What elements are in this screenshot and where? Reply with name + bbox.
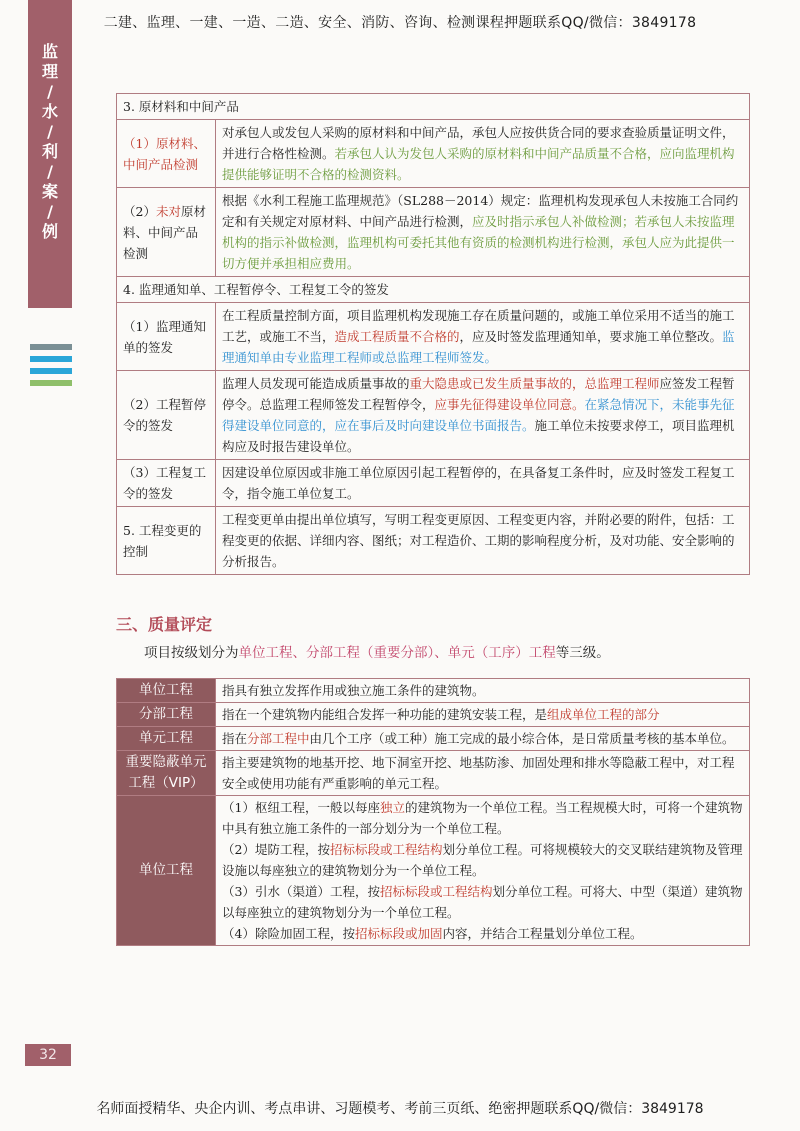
intro-text: 项目按级划分为单位工程、分部工程（重要分部）、单元（工序）工程等三级。 <box>144 645 610 661</box>
row-content: 对承包人或发包人采购的原材料和中间产品，承包人应按供货合同的要求查验质量证明文件，并进行合格性检测。若承包人认为发包人采购的原材料和中间产品质量不合格，应向监理机构提供能够证明不合格的检测资料。 <box>216 120 750 188</box>
content-table-2 <box>116 678 750 946</box>
row-label: （1）原材料、中间产品检测 <box>117 120 216 188</box>
term-label: 分部工程 <box>117 703 216 727</box>
row-label: （2）工程暂停令的签发 <box>117 371 216 460</box>
row-content: 工程变更单由提出单位填写，写明工程变更原因、工程变更内容，并附必要的附件，包括：工程变更的依据、详细内容、图纸；对工程造价、工期的影响程度分析，及对功能、安全影响的分析报告。 <box>216 507 750 575</box>
term-label: 重要隐蔽单元工程（VIP） <box>117 751 216 796</box>
row-content: 监理人员发现可能造成质量事故的重大隐患或已发生质量事故的，总监理工程师应签发工程暂停令。总监理工程师签发工程暂停令，应事先征得建设单位同意。在紧急情况下，未能事先征得建设单位同意的，应在事后及时向建设单位书面报告。施工单位未按要求停工，项目监理机构应及时报告建设单位。 <box>216 371 750 460</box>
term-definition: 指具有独立发挥作用或独立施工条件的建筑物。 <box>216 679 750 703</box>
term-label: 单元工程 <box>117 727 216 751</box>
row-label: 5. 工程变更的控制 <box>117 507 216 575</box>
section-4-heading: 4. 监理通知单、工程暂停令、工程复工令的签发 <box>117 277 750 303</box>
term-label: 单位工程 <box>117 679 216 703</box>
row-label: （1）监理通知单的签发 <box>117 303 216 371</box>
side-stripe <box>30 368 72 374</box>
side-title: 监 理 / 水 / 利 / 案 / 例 <box>41 42 58 241</box>
section-heading: 三、质量评定 <box>116 615 213 634</box>
term-definition: 指在分部工程中由几个工序（或工种）施工完成的最小综合体，是日常质量考核的基本单位。 <box>216 727 750 751</box>
term-definition: （1）枢纽工程，一般以每座独立的建筑物为一个单位工程。当工程规模大时，可将一个建筑物中具有独立施工条件的一部分划分为一个单位工程。 （2）堤防工程，按招标标段或工程结构划分单位工程。可将规模较大的交叉联结建筑物及管理设施以每座独立的建筑物划分为一个单位工程。 （3）引水（渠道）工程，按招标标段或工程结构划分单位工程。可将大、中型（渠道）建筑物以每座独立的建筑物划分为一个单位工程。 （4）除险加固工程，按招标标段或加固内容，并结合工程量划分单位工程。 <box>216 796 750 946</box>
content-table-1 <box>116 93 750 575</box>
side-stripe <box>30 356 72 362</box>
row-content: 因建设单位原因或非施工单位原因引起工程暂停的，在具备复工条件时，应及时签发工程复工令，指令施工单位复工。 <box>216 460 750 507</box>
row-label: （3）工程复工令的签发 <box>117 460 216 507</box>
side-tab <box>28 0 72 308</box>
side-stripe <box>30 380 72 386</box>
page-footer: 名师面授精华、央企内训、考点串讲、习题模考、考前三页纸、绝密押题联系QQ/微信：3849178 <box>96 1101 704 1117</box>
page-number: 32 <box>25 1044 71 1066</box>
row-label: （2）未对原材料、中间产品检测 <box>117 188 216 277</box>
term-definition: 指在一个建筑物内能组合发挥一种功能的建筑安装工程，是组成单位工程的部分 <box>216 703 750 727</box>
page-header: 二建、监理、一建、一造、二造、安全、消防、咨询、检测课程押题联系QQ/微信：3849178 <box>103 15 697 31</box>
term-definition: 指主要建筑物的地基开挖、地下洞室开挖、地基防渗、加固处理和排水等隐蔽工程中，对工程安全或使用功能有严重影响的单元工程。 <box>216 751 750 796</box>
section-3-heading: 3. 原材料和中间产品 <box>117 94 750 120</box>
row-content: 根据《水利工程施工监理规范》（SL288－2014）规定：监理机构发现承包人未按施工合同约定和有关规定对原材料、中间产品进行检测，应及时指示承包人补做检测；若承包人未按监理机构的指示补做检测，监理机构可委托其他有资质的检测机构进行检测，承包人应为此提供一切方便并承担相应费用。 <box>216 188 750 277</box>
side-stripe <box>30 344 72 350</box>
row-content: 在工程质量控制方面，项目监理机构发现施工存在质量问题的，或施工单位采用不适当的施工工艺，或施工不当，造成工程质量不合格的，应及时签发监理通知单，要求施工单位整改。监理通知单由专业监理工程师或总监理工程师签发。 <box>216 303 750 371</box>
term-label: 单位工程 <box>117 796 216 946</box>
